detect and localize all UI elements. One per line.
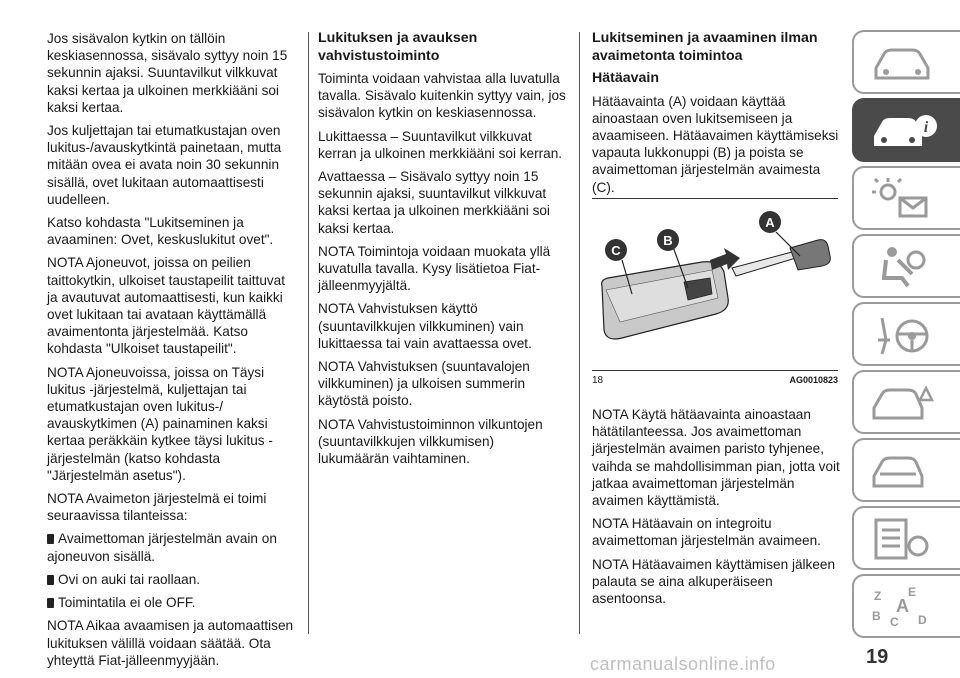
bullet-item: Toimintatila ei ole OFF. (47, 594, 295, 611)
paragraph: Katso kohdasta "Lukitseminen ja avaaminen: Ovet, keskuslukitut ovet". (47, 215, 274, 248)
keyless-key-illustration (592, 198, 838, 368)
svg-text:B: B (872, 609, 881, 623)
note-paragraph: NOTA Hätäavaimen käyttämisen jälkeen palauta se aina alkuperäiseen asentoonsa. (592, 556, 836, 607)
key-figure (592, 198, 838, 398)
column-3 (592, 30, 842, 202)
callout-b-label: B (663, 233, 673, 248)
bullet-icon (47, 598, 54, 608)
steering-wheel-icon (868, 310, 938, 360)
tab-safety[interactable] (852, 234, 960, 298)
note-paragraph: NOTA Aikaa avaamisen ja automaattisen lukituksen välillä voidaan säätää. Ota yhteyttä Fiat-jälleenmyyjään. (47, 618, 294, 668)
car-emergency-icon (868, 378, 938, 428)
paragraph: Avattaessa – Sisävalo syttyy noin 15 sekunnin ajaksi, suuntavilkut vilkkuvat kaksi kertaa ja ulkoinen merkkiääni soi kaksi kertaa. (318, 169, 550, 236)
section-heading: Lukituksen ja avauksen vahvistustoiminto (318, 30, 478, 64)
airbag-seat-icon (868, 242, 938, 292)
note-paragraph: NOTA Ajoneuvoissa, joissa on Täysi lukitus -järjestelmä, kuljettajan tai etumatkustajan oven lukitus-/ avauskytkimen (A) painaminen kaksi kertaa peräkkäin kytkee täysi lukitus -järjestelmän (katso kohdasta "Järjestelmän asetus"). (47, 364, 273, 483)
paragraph: Lukittaessa – Suuntavilkut vilkkuvat kerran ja ulkoinen merkkiääni soi kerran. (318, 128, 563, 161)
alphabetical-index-icon (868, 582, 938, 632)
note-paragraph: NOTA Hätäavain on integroitu avaimettoman järjestelmän avaimeen. (592, 516, 821, 549)
bullet-icon (47, 534, 54, 544)
watermark: carmanualsonline.info (590, 654, 776, 674)
car-dashboard-icon (868, 38, 938, 88)
car-service-icon (868, 446, 938, 496)
callout-c-label: C (611, 243, 621, 258)
svg-text:A: A (896, 596, 909, 616)
svg-text:C: C (890, 615, 899, 629)
svg-text:Z: Z (874, 589, 882, 603)
note-paragraph: NOTA Ajoneuvot, joissa on peilien taittokytkin, ulkoiset taustapeilit taittuvat ja avautuvat automaattisesti, kun kaikki ovet lukitaan tai avataan käyttämällä avaimentonta järjestelmää. Katso kohdasta "Ulkoiset taustapeilit". (47, 255, 286, 357)
note-paragraph: NOTA Vahvistuksen käyttö (suuntavilkkujen vilkkuminen) vain lukittaessa tai vain avattaessa ovet. (318, 301, 532, 351)
figure-number: 18 (592, 375, 604, 386)
car-info-icon (868, 106, 938, 156)
svg-text:D: D (918, 613, 927, 627)
note-paragraph: NOTA Vahvistustoiminnon vilkuntojen (suuntavilkkujen vilkkumisen) lukumäärän vaihtaminen. (318, 416, 543, 467)
column-2 (318, 30, 566, 473)
paragraph: Hätäavainta (A) voidaan käyttää ainoastaan oven lukitsemiseen ja avaamiseen. Hätäavaimen käyttämiseksi vapauta lukkonuppi (B) ja poista se avaimettoman järjestelmän avaimesta (C). (592, 93, 839, 195)
sub-heading: Hätäavain (592, 70, 660, 86)
tab-dashboard[interactable] (852, 30, 960, 94)
warning-lights-icon (868, 174, 938, 224)
svg-text:i: i (923, 119, 929, 136)
figure-bottom-rule (592, 370, 838, 371)
callout-a-label: A (765, 215, 775, 230)
tab-technical-data[interactable] (852, 506, 960, 570)
note-paragraph: NOTA Käytä hätäavainta ainoastaan hätätilanteessa. Jos avaimettoman järjestelmän avaimen paristo tyhjenee, vaihda se mahdollisimman pian, jotta voit jatkaa avaimettoman järjestelmän avaimen käyttämistä. (592, 407, 840, 509)
page-number: 19 (866, 646, 889, 668)
tab-knowing-your-vehicle[interactable] (852, 98, 960, 162)
note-paragraph: NOTA Toimintoja voidaan muokata yllä kuvatulla tavalla. Kysy lisätietoa Fiat-jälleenmyyjältä. (318, 243, 551, 294)
bullet-item: Avaimettoman järjestelmän avain on ajoneuvon sisällä. (47, 531, 277, 564)
tab-starting-driving[interactable] (852, 302, 960, 366)
tab-maintenance[interactable] (852, 438, 960, 502)
tab-index[interactable] (852, 574, 960, 638)
paragraph: Jos sisävalon kytkin on tällöin keskiasennossa, sisävalo syttyy noin 15 sekunnin ajaksi. Suuntavilkut vilkkuvat kaksi kertaa ja ulkoinen merkkiääni soi kaksi kertaa. (47, 31, 288, 115)
tab-warning-lights[interactable] (852, 166, 960, 230)
svg-text:E: E (908, 585, 917, 599)
specifications-icon (868, 514, 938, 564)
bullet-item: Ovi on auki tai raollaan. (47, 571, 295, 588)
column-divider (579, 32, 580, 634)
bullet-icon (47, 575, 54, 585)
paragraph: Jos kuljettajan tai etumatkustajan oven lukitus-/avauskytkintä painetaan, mutta mitään ovea ei avata noin 30 sekunnin sisällä, ovet lukitaan automaattisesti uudelleen. (47, 123, 282, 207)
figure-code: AG0010823 (789, 375, 838, 385)
tab-emergency[interactable] (852, 370, 960, 434)
column-divider (308, 32, 309, 634)
section-heading: Lukitseminen ja avaaminen ilman avaimetonta toimintoa (592, 30, 818, 64)
column-3-lower (592, 406, 842, 613)
note-paragraph: NOTA Avaimeton järjestelmä ei toimi seuraavissa tilanteissa: (47, 491, 267, 524)
column-1 (47, 30, 295, 675)
note-paragraph: NOTA Vahvistuksen (suuntavalojen vilkkuminen) ja ulkoisen summerin käytöstä poisto. (318, 359, 530, 409)
paragraph: Toiminta voidaan vahvistaa alla luvatulla tavalla. Sisävalo kuitenkin syttyy vain, jos sisävalon kytkin on keskiasennossa. (318, 71, 566, 121)
